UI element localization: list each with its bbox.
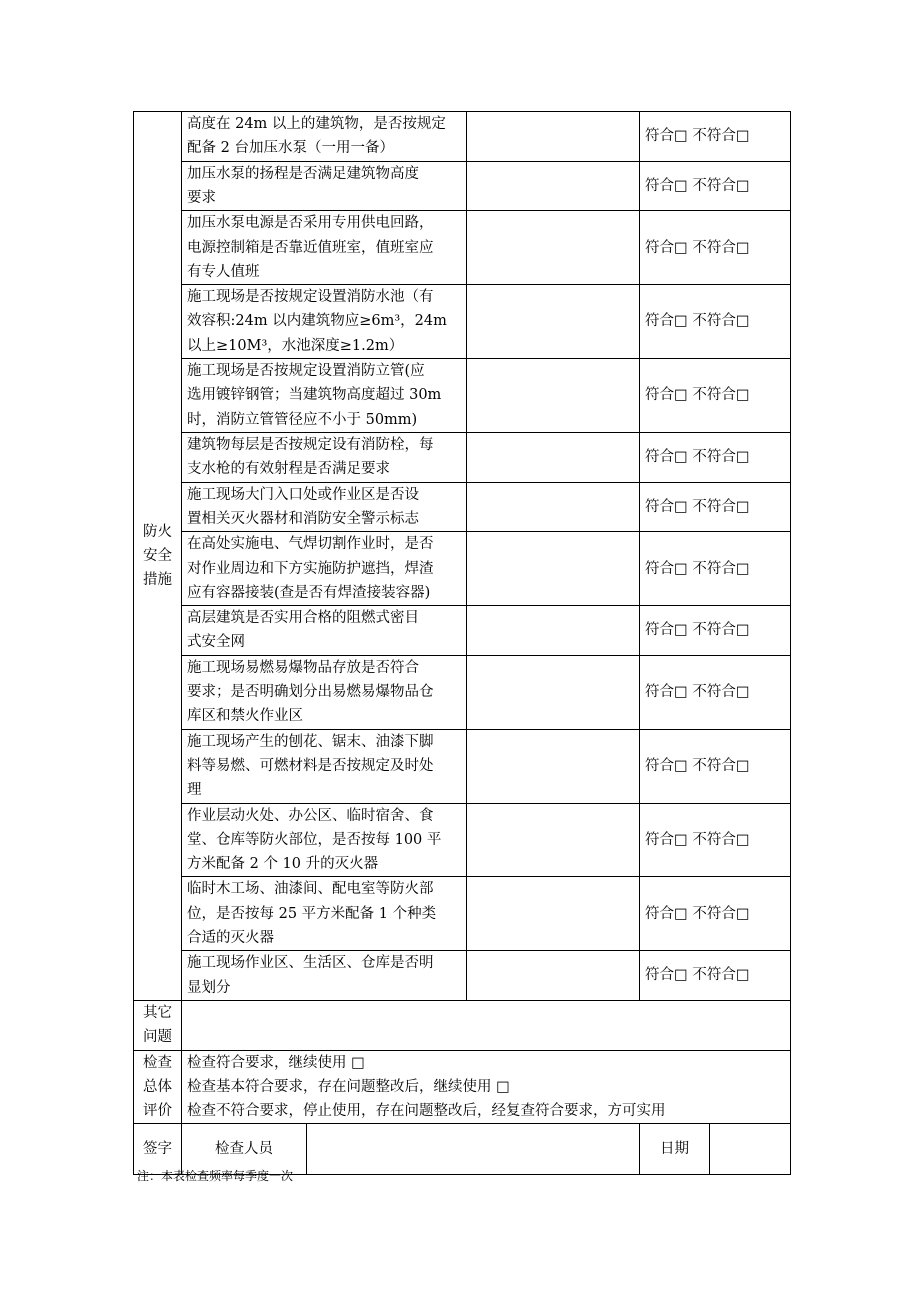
footnote: 注：本表检查频率每季度一次: [137, 1169, 294, 1183]
note-cell[interactable]: [467, 112, 640, 162]
result-checkbox[interactable]: 符合□ 不符合□: [640, 112, 791, 162]
check-item: 建筑物每层是否按规定设有消防栓，每 支水枪的有效射程是否满足要求: [182, 432, 467, 482]
result-checkbox[interactable]: 符合□ 不符合□: [640, 285, 791, 359]
table-row: [134, 729, 791, 803]
check-item: 高层建筑是否实用合格的阻燃式密目 式安全网: [182, 606, 467, 656]
table-row: [134, 951, 791, 1001]
result-checkbox[interactable]: 符合□ 不符合□: [640, 211, 791, 285]
table-row: [134, 803, 791, 877]
result-checkbox[interactable]: 符合□ 不符合□: [640, 161, 791, 211]
table-row: [134, 112, 791, 162]
note-cell[interactable]: [467, 951, 640, 1001]
note-cell[interactable]: [467, 606, 640, 656]
check-item: 施工现场大门入口处或作业区是否设 置相关灭火器材和消防安全警示标志: [182, 482, 467, 532]
table-row: [134, 655, 791, 729]
category-label-line: 评价: [143, 1103, 172, 1120]
table-row: [134, 432, 791, 482]
fire-safety-section: [134, 112, 791, 1001]
check-item: 加压水泵电源是否采用专用供电回路， 电源控制箱是否靠近值班室，值班室应 有专人值班: [182, 211, 467, 285]
check-item: 作业层动火处、办公区、临时宿舍、食 堂、仓库等防火部位，是否按每 100 平 方米配备 2 个 10 升的灭火器: [182, 803, 467, 877]
note-cell[interactable]: [467, 877, 640, 951]
result-checkbox[interactable]: 符合□ 不符合□: [640, 359, 791, 433]
table-row: [134, 285, 791, 359]
evaluation-option-pass[interactable]: 检查符合要求，继续使用 □: [187, 1054, 365, 1071]
category-label-line: 防火: [143, 523, 172, 540]
check-item: 施工现场易燃易爆物品存放是否符合 要求；是否明确划分出易燃易爆物品仓 库区和禁火作业区: [182, 655, 467, 729]
result-checkbox[interactable]: 符合□ 不符合□: [640, 532, 791, 606]
note-cell[interactable]: [467, 803, 640, 877]
category-label-line: 检查: [143, 1054, 172, 1071]
check-item: 在高处实施电、气焊切割作业时，是否 对作业周边和下方实施防护遮挡，焊渣 应有容器接装(查是否有焊渣接装容器): [182, 532, 467, 606]
other-issues-section: [134, 1000, 791, 1050]
note-cell[interactable]: [467, 532, 640, 606]
category-label-line: 其它: [143, 1004, 172, 1021]
inspector-label: 检查人员: [182, 1124, 307, 1175]
inspection-table: [133, 111, 791, 1175]
table-row: [134, 359, 791, 433]
other-issues-label: [134, 1000, 182, 1050]
table-row: [134, 877, 791, 951]
other-issues-field[interactable]: [182, 1000, 791, 1050]
result-checkbox[interactable]: 符合□ 不符合□: [640, 432, 791, 482]
table-row: [134, 606, 791, 656]
note-cell[interactable]: [467, 161, 640, 211]
fire-safety-label: [134, 112, 182, 1001]
result-checkbox[interactable]: 符合□ 不符合□: [640, 877, 791, 951]
result-checkbox[interactable]: 符合□ 不符合□: [640, 803, 791, 877]
note-cell[interactable]: [467, 211, 640, 285]
check-item: 施工现场是否按规定设置消防水池（有 效容积:24m 以内建筑物应≥6m³，24m 以上≥10M³，水池深度≥1.2m）: [182, 285, 467, 359]
date-label: 日期: [640, 1124, 710, 1175]
check-item: 高度在 24m 以上的建筑物，是否按规定 配备 2 台加压水泵（一用一备）: [182, 112, 467, 162]
note-cell[interactable]: [467, 432, 640, 482]
overall-evaluation-label: [134, 1050, 182, 1124]
check-item: 施工现场是否按规定设置消防立管(应 选用镀锌钢管；当建筑物高度超过 30m 时，消防立管管径应不小于 50mm): [182, 359, 467, 433]
category-label-line: 措施: [143, 572, 172, 589]
category-label-line: 总体: [143, 1078, 172, 1095]
signature-label: 签字: [134, 1124, 182, 1175]
evaluation-option-fail[interactable]: 检查不符合要求，停止使用，存在问题整改后，经复查符合要求，方可实用: [187, 1103, 666, 1120]
table-row: [134, 532, 791, 606]
evaluation-option-conditional[interactable]: 检查基本符合要求，存在问题整改后，继续使用 □: [187, 1078, 510, 1095]
date-field[interactable]: [710, 1124, 791, 1175]
note-cell[interactable]: [467, 655, 640, 729]
result-checkbox[interactable]: 符合□ 不符合□: [640, 729, 791, 803]
category-label-line: 问题: [143, 1029, 172, 1046]
check-item: 加压水泵的扬程是否满足建筑物高度 要求: [182, 161, 467, 211]
table-row: [134, 482, 791, 532]
note-cell[interactable]: [467, 729, 640, 803]
note-cell[interactable]: [467, 482, 640, 532]
table-row: [134, 1000, 791, 1050]
table-row: [134, 211, 791, 285]
result-checkbox[interactable]: 符合□ 不符合□: [640, 482, 791, 532]
table-row: [134, 1050, 791, 1124]
category-label-line: 安全: [143, 547, 172, 564]
table-row: [134, 161, 791, 211]
inspector-field[interactable]: [307, 1124, 640, 1175]
check-item: 施工现场作业区、生活区、仓库是否明 显划分: [182, 951, 467, 1001]
result-checkbox[interactable]: 符合□ 不符合□: [640, 655, 791, 729]
result-checkbox[interactable]: 符合□ 不符合□: [640, 606, 791, 656]
note-cell[interactable]: [467, 359, 640, 433]
check-item: 临时木工场、油漆间、配电室等防火部 位，是否按每 25 平方米配备 1 个种类 合适的灭火器: [182, 877, 467, 951]
note-cell[interactable]: [467, 285, 640, 359]
check-item: 施工现场产生的刨花、锯末、油漆下脚 料等易燃、可燃材料是否按规定及时处 理: [182, 729, 467, 803]
evaluation-options: [182, 1050, 791, 1124]
overall-evaluation-section: [134, 1050, 791, 1124]
result-checkbox[interactable]: 符合□ 不符合□: [640, 951, 791, 1001]
